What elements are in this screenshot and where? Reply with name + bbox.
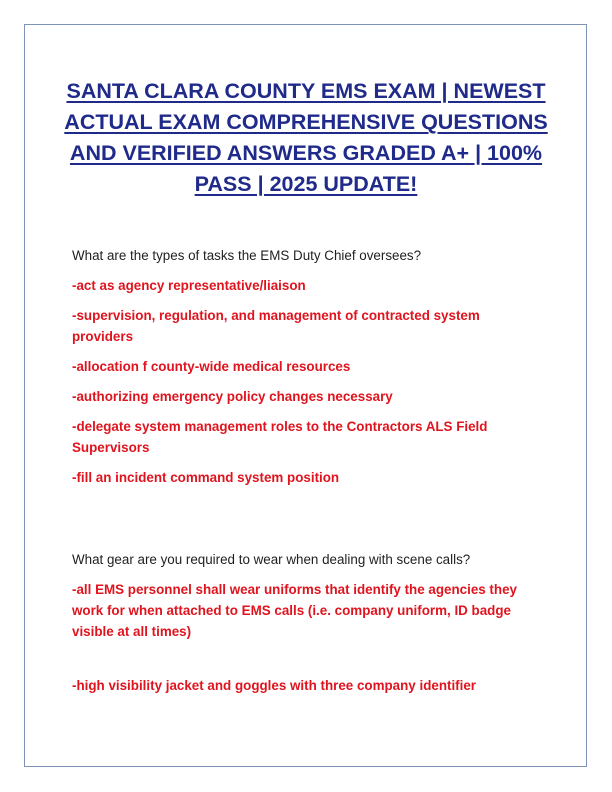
qa-block-2 — [72, 550, 542, 705]
answer-2-2: -high visibility jacket and goggles with three company identifier — [72, 678, 477, 693]
answer-2-1: -all EMS personnel shall wear uniforms that identify the agencies they work for when attached to EMS calls (i.e. company uniform, ID badge visible at all times) — [72, 582, 517, 639]
answer-1-6: -fill an incident command system position — [72, 470, 340, 485]
answer-1-4: -authorizing emergency policy changes necessary — [72, 389, 393, 404]
answer-1-1: -act as agency representative/liaison — [72, 278, 306, 293]
document-title: SANTA CLARA COUNTY EMS EXAM | NEWEST ACTUAL EXAM COMPREHENSIVE QUESTIONS AND VERIFIED ANSWERS GRADED A+ | 100% PASS | 2025 UPDATE! — [64, 79, 548, 196]
question-1: What are the types of tasks the EMS Duty Chief oversees? — [72, 248, 422, 263]
question-2: What gear are you required to wear when dealing with scene calls? — [72, 552, 471, 567]
answer-1-2: -supervision, regulation, and management of contracted system providers — [72, 308, 480, 344]
answer-1-5: -delegate system management roles to the Contractors ALS Field Supervisors — [72, 419, 488, 455]
qa-block-1 — [72, 246, 542, 497]
answer-1-3: -allocation f county-wide medical resources — [72, 359, 351, 374]
